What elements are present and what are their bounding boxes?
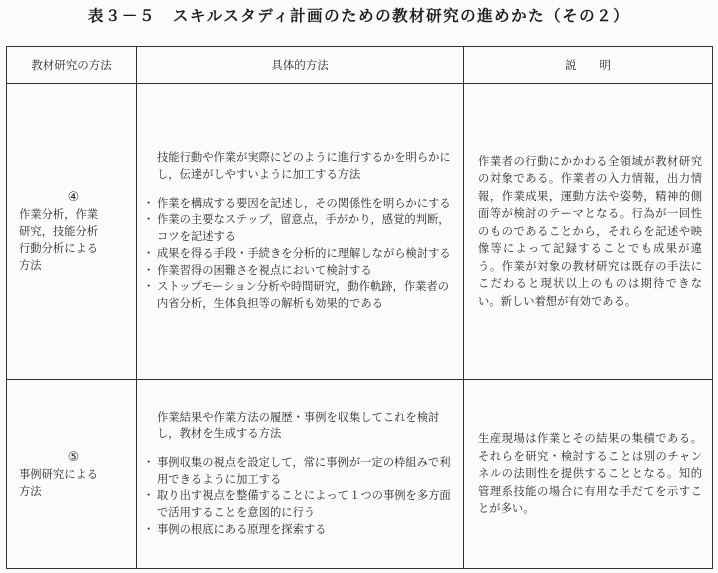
- list-item: ・ 作業習得の困難さを視点において検討する: [145, 263, 455, 280]
- concrete-method-cell: [137, 380, 464, 569]
- method-lead-text: 技能行動や作業が実際にどのように進行するかを明らかにし，伝達がしやすいように加工する方法: [157, 151, 451, 182]
- method-name-line: 作業分析，作業: [19, 208, 99, 221]
- header-row: [7, 47, 713, 84]
- list-item: ・ 事例の根底にある原理を探索する: [145, 522, 455, 539]
- concrete-method-cell: [137, 84, 464, 380]
- table-row: [7, 380, 713, 569]
- list-item: ・ 作業を構成する要因を記述し，その関係性を明らかにする: [145, 196, 455, 213]
- list-item: ・ 取り出す視点を整備することによって１つの事例を多方面で活用することを意図的に行う: [145, 488, 455, 521]
- method-bullet-list: [145, 455, 455, 539]
- column-header-method: 教材研究の方法: [7, 47, 137, 84]
- method-name-line: 方法: [19, 484, 42, 498]
- column-header-concrete: 具体的方法: [137, 47, 464, 84]
- description-cell: 作業者の行動にかかわる全領域が教材研究の対象である。作業者の入力情報，出力情報，作業成果，運動方法や姿勢，精神的側面等が検討のテーマとなる。行為が一回性のものであることから，それらを記述や映像等によって記録することでも成果が違う。作業が対象の教材研究は既存の手法にこだわると現状以上のものは期待できない。新しい着想が有効である。: [464, 84, 713, 380]
- list-item: ・ 作業の主要なステップ，留意点，手がかり，感覚的判断，コツを記述する: [145, 212, 455, 245]
- method-name-line: 行動分析による: [19, 242, 99, 255]
- method-name-cell: [7, 380, 137, 569]
- method-name-line: 方法: [19, 259, 42, 272]
- study-method-table: [6, 46, 713, 569]
- method-bullet-list: [145, 196, 455, 313]
- column-header-description: 説 明: [464, 47, 713, 84]
- method-number: ④: [67, 190, 80, 205]
- table-row: [7, 84, 713, 380]
- method-number: ⑤: [67, 449, 80, 465]
- method-name-cell: [7, 84, 137, 380]
- list-item: ・ 事例収集の視点を設定して，常に事例が一定の枠組みで利用できるように加工する: [145, 455, 455, 488]
- list-item: ・ 成果を得る手段・手続きを分析的に理解しながら検討する: [145, 246, 455, 263]
- table-title: 表３－５ スキルスタディ計画のための教材研究の進めかた（その２）: [87, 7, 631, 25]
- description-cell: 生産現場は作業とその結果の集積である。それらを研究・検討することは別のチャンネルの法則性を提供することとなる。知的管理系技能の場合に有用な手だてを示すことが多い。: [464, 380, 713, 569]
- method-name-line: 事例研究による: [19, 467, 99, 481]
- list-item: ・ ストップモーション分析や時間研究，動作軌跡，作業者の内省分析，生体負担等の解析も効果的である: [145, 279, 455, 312]
- method-lead-text: 作業結果や作業方法の履歴・事例を収集してこれを検討し，教材を生成する方法: [157, 410, 440, 441]
- method-name-line: 研究，技能分析: [19, 225, 99, 238]
